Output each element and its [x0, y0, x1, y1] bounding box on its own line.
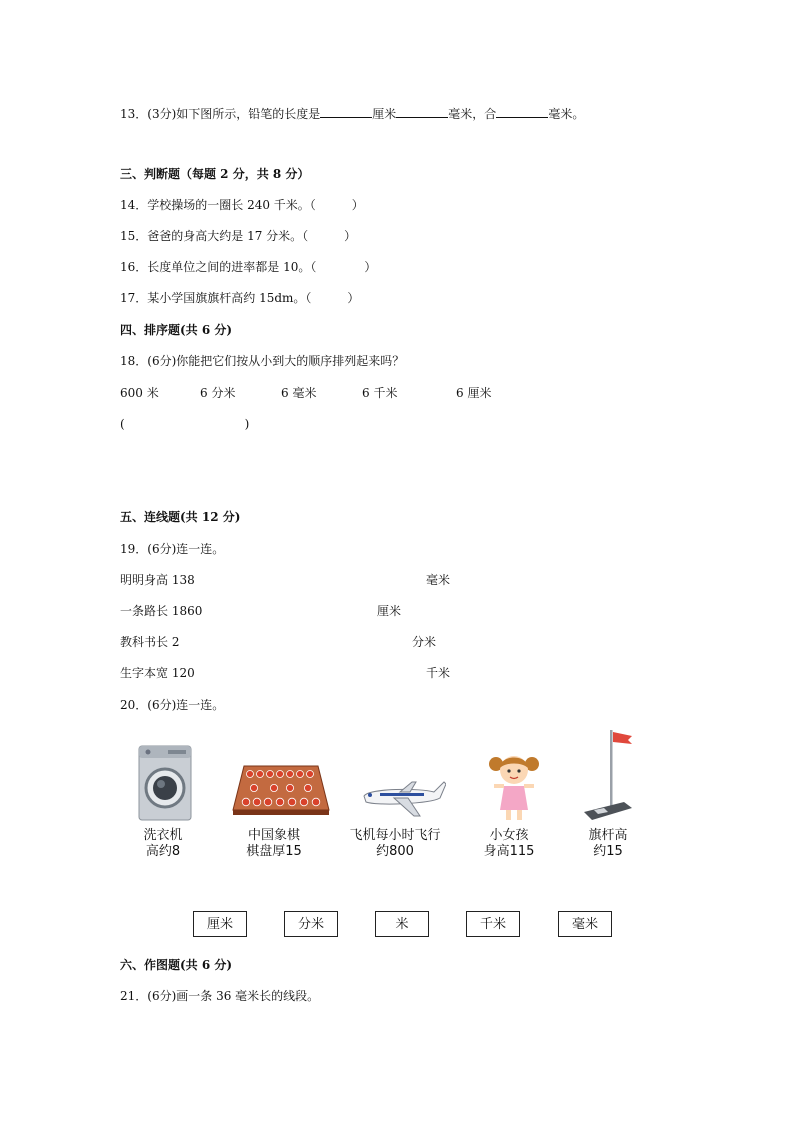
- length-item: 6 毫米: [281, 386, 317, 400]
- unit-label: 毫米，合: [448, 107, 497, 121]
- match-left-item[interactable]: 明明身高 138: [120, 573, 195, 587]
- unit-label: 毫米。: [548, 107, 585, 121]
- question-15: 15．爸爸的身高大约是 17 分米。（ ）: [120, 229, 357, 243]
- match-right-item[interactable]: 毫米: [426, 573, 451, 587]
- question-19: 19．(6分)连一连。: [120, 542, 225, 556]
- match-left-item[interactable]: 一条路长 1860: [120, 604, 203, 618]
- unit-box[interactable]: 厘米: [193, 911, 247, 937]
- match-right-item[interactable]: 厘米: [377, 604, 402, 618]
- question-16: 16．长度单位之间的进率都是 10。（ ）: [120, 260, 377, 274]
- item-caption: 小女孩 身高115: [483, 828, 535, 859]
- washing-machine-icon: [138, 745, 192, 821]
- section-5-title: 五、连线题(共 12 分): [120, 510, 241, 524]
- question-17: 17．某小学国旗旗杆高约 15dm。（ ）: [120, 291, 360, 305]
- question-13: [120, 105, 584, 122]
- unit-box[interactable]: 毫米: [558, 911, 612, 937]
- question-18: 18．(6分)你能把它们按从小到大的顺序排列起来吗？: [120, 354, 405, 368]
- unit-box[interactable]: 米: [375, 911, 429, 937]
- answer-blank[interactable]: [396, 105, 448, 118]
- length-item: 600 米: [120, 386, 159, 400]
- flagpole-icon: [580, 728, 636, 822]
- answer-blank[interactable]: [496, 105, 548, 118]
- airplane-icon: [360, 776, 446, 820]
- question-20: 20．(6分)连一连。: [120, 698, 225, 712]
- girl-icon: [488, 750, 540, 822]
- question-21: 21．(6分)画一条 36 毫米长的线段。: [120, 989, 320, 1003]
- item-caption: 飞机每小时飞行 约800: [349, 828, 441, 859]
- unit-label: 厘米: [372, 107, 397, 121]
- match-right-item[interactable]: 千米: [426, 666, 451, 680]
- item-caption: 洗衣机 高约8: [143, 828, 183, 859]
- unit-box[interactable]: 千米: [466, 911, 520, 937]
- match-left-item[interactable]: 生字本宽 120: [120, 666, 195, 680]
- unit-box[interactable]: 分米: [284, 911, 338, 937]
- section-4-title: 四、排序题(共 6 分): [120, 323, 233, 337]
- section-6-title: 六、作图题(共 6 分): [120, 958, 233, 972]
- answer-parentheses[interactable]: ( ): [120, 417, 250, 431]
- answer-blank[interactable]: [320, 105, 372, 118]
- question-14: 14．学校操场的一圈长 240 千米。（ ）: [120, 198, 364, 212]
- match-right-item[interactable]: 分米: [412, 635, 437, 649]
- length-item: 6 千米: [362, 386, 398, 400]
- question-13-lead: 13．(3分)如下图所示，铅笔的长度是: [120, 107, 321, 121]
- length-item: 6 分米: [200, 386, 236, 400]
- match-left-item[interactable]: 教科书长 2: [120, 635, 180, 649]
- section-3-title: 三、判断题（每题 2 分，共 8 分）: [120, 167, 310, 181]
- length-item: 6 厘米: [456, 386, 492, 400]
- item-caption: 旗杆高 约15: [588, 828, 628, 859]
- chess-board-icon: [232, 764, 330, 816]
- item-caption: 中国象棋 棋盘厚15: [246, 828, 302, 859]
